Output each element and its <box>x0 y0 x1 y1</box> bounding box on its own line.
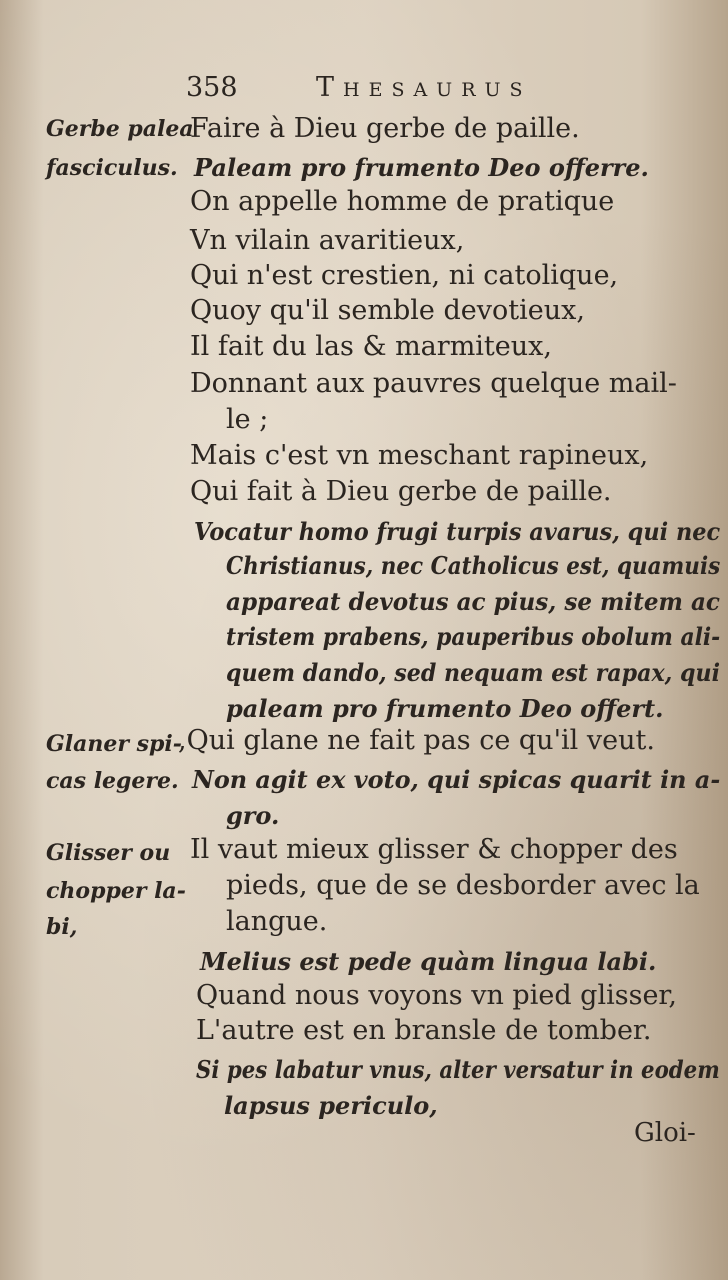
latin-line: quem dando, sed nequam est rapax, qui <box>226 658 721 687</box>
page-number: 358 <box>186 72 238 103</box>
verse-line: Faire à Dieu gerbe de paille. <box>190 113 580 144</box>
verse-line: Il vaut mieux glisser & chopper des <box>190 834 678 865</box>
verse-line: Qui n'est crestien, ni catolique, <box>190 260 619 291</box>
margin-note-line: Glaner spi- <box>46 731 182 757</box>
latin-line: gro. <box>226 801 280 830</box>
margin-note-line: bi, <box>46 914 78 940</box>
latin-line: appareat devotus ac pius, se mitem ac <box>226 587 720 616</box>
latin-line: Paleam pro frumento Deo offerre. <box>194 153 649 182</box>
margin-note-line: Glisser ou <box>46 840 171 866</box>
verse-line: Quand nous voyons vn pied glisser, <box>196 980 677 1011</box>
latin-line: lapsus periculo, <box>224 1091 438 1120</box>
latin-line: Vocatur homo frugi turpis avarus, qui nec <box>194 517 721 546</box>
verse-line: Donnant aux pauvres quelque mail- <box>190 368 677 399</box>
latin-line: paleam pro frumento Deo offert. <box>226 694 664 723</box>
verse-line: L'autre est en bransle de tomber. <box>196 1015 652 1046</box>
verse-line: pieds, que de se desborder avec la <box>226 870 700 901</box>
verse-line: On appelle homme de pratique <box>190 186 615 217</box>
running-title: Thesaurus <box>316 72 532 103</box>
verse-line: ,Qui glane ne fait pas ce qu'il veut. <box>178 725 655 756</box>
verse-line: langue. <box>226 906 328 937</box>
verse-line: le ; <box>226 404 269 435</box>
verse-line: Qui fait à Dieu gerbe de paille. <box>190 476 612 507</box>
latin-line: Si pes labatur vnus, alter versatur in eodem <box>196 1055 720 1084</box>
verse-line: Il fait du las & marmiteux, <box>190 331 552 362</box>
margin-note-line: cas legere. <box>46 768 179 794</box>
margin-note-line: chopper la- <box>46 878 186 904</box>
latin-line: tristem prabens, pauperibus obolum ali- <box>226 622 721 651</box>
catchword: Gloi- <box>634 1118 696 1148</box>
verse-line: Quoy qu'il semble devotieux, <box>190 295 585 326</box>
latin-line: Non agit ex voto, qui spicas quarit in a- <box>192 765 721 794</box>
latin-line: Christianus, nec Catholicus est, quamuis <box>226 551 721 580</box>
verse-line: Vn vilain avaritieux, <box>190 225 465 256</box>
margin-note-line: Gerbe palea <box>46 116 194 142</box>
margin-note-line: fasciculus. <box>46 155 178 181</box>
verse-line: Mais c'est vn meschant rapineux, <box>190 440 649 471</box>
latin-line: Melius est pede quàm lingua labi. <box>200 947 657 976</box>
